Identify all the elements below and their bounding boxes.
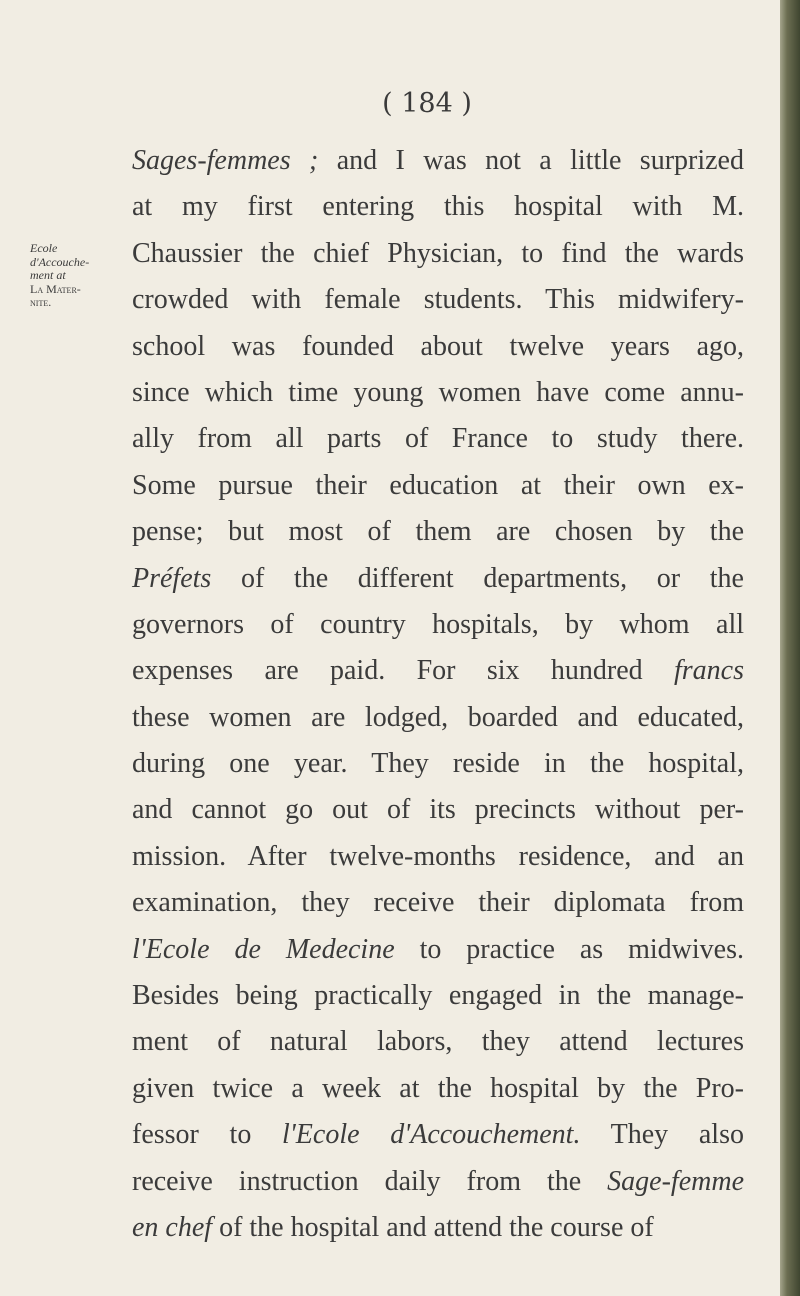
text-line: l'Ecole de Medecine to practice as midwives. xyxy=(132,933,744,965)
text-line: mission. After twelve-months residence, and an xyxy=(132,840,744,872)
text-line: ally from all parts of France to study there. xyxy=(132,423,744,455)
text-line: at my first entering this hospital with M. xyxy=(132,191,744,223)
margin-note-line: nite. xyxy=(30,295,52,309)
text-line: since which time young women have come annu- xyxy=(132,376,744,408)
margin-note xyxy=(30,242,122,310)
text-line: Some pursue their education at their own ex- xyxy=(132,469,744,501)
text-line: Besides being practically engaged in the manage- xyxy=(132,980,744,1012)
text-line: given twice a week at the hospital by the Pro- xyxy=(132,1072,744,1104)
text-line: school was founded about twelve years ago, xyxy=(132,330,744,362)
book-spine-edge xyxy=(780,0,800,1296)
text-line: governors of country hospitals, by whom all xyxy=(132,608,744,640)
text-line: expenses are paid. For six hundred francs xyxy=(132,655,744,687)
text-line: these women are lodged, boarded and educated, xyxy=(132,701,744,733)
text-line: during one year. They reside in the hospital, xyxy=(132,748,744,780)
margin-note-line: Ecole xyxy=(30,241,58,255)
text-line: Chaussier the chief Physician, to find the wards xyxy=(132,237,744,269)
text-line: en chef of the hospital and attend the course of xyxy=(132,1211,654,1243)
text-line: receive instruction daily from the Sage-femme xyxy=(132,1165,744,1197)
text-line: Sages-femmes ; and I was not a little surprized xyxy=(132,145,744,176)
text-line: pense; but most of them are chosen by the xyxy=(132,516,744,548)
text-line: fessor to l'Ecole d'Accouchement. They also xyxy=(132,1119,744,1151)
text-line: crowded with female students. This midwifery- xyxy=(132,284,744,316)
text-line: and cannot go out of its precincts without per- xyxy=(132,794,744,826)
margin-note-line: d'Accouche- xyxy=(30,254,90,269)
margin-note-line: La Mater- xyxy=(30,281,81,296)
text-line: examination, they receive their diplomata from xyxy=(132,887,744,919)
text-line: Préfets of the different departments, or the xyxy=(132,562,744,594)
page-number: ( 184 ) xyxy=(382,88,472,119)
text-line: ment of natural labors, they attend lectures xyxy=(132,1026,744,1058)
margin-note-line: ment at xyxy=(30,268,66,282)
body-text xyxy=(132,138,744,1251)
